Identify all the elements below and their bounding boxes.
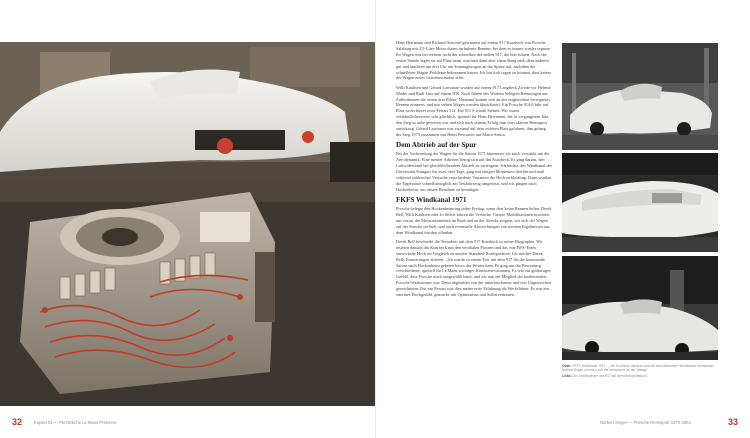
left-page-number: 32 — [12, 417, 23, 427]
section-heading-fkfs: FKFS Windkanal 1971 — [396, 196, 467, 205]
wind-tunnel-photo — [562, 153, 718, 252]
right-running-head: Norbert Singer — Porsche Rennsport 1970-2004 — [600, 420, 691, 425]
spine-gutter — [375, 0, 376, 438]
wind-tunnel-photo-top — [562, 43, 718, 150]
section1-paragraph-1: Bei der Vorbereitung der Wagen für die Saison 1971 kümmerte ich mich verstärkt um die Aerodynamik. Eine meiner Arbeiten bezog sich auf das Kurzheck. Es ging darum, den Luftwiderstand bei gleichbleibendem Abtrieb zu verringern. Ich buchte den Windkanal der Universität Stuttgart für zwei, drei Tage, ging mit einigen Monteuren dorthin und maß während zahlreicher Versuche verschiedene Varianten der Heckverkleidung. Dann wurden die Ergebnisse schnellstmöglich am Testfahrzeug umgesetzt, und wir gingen nach Hockenheim, um unsere Resultate zu bestätigen. — [396, 151, 552, 192]
caption-label-bottom: Links: — [562, 374, 572, 379]
engine-photo-illustration — [0, 42, 375, 406]
section2-paragraph-2: Derek Bell beschreibt die Testarbeit mit dem 917 Kurzheck in seiner Biographie. Wir testeten damals das Kurzheck mit den vertikalen Flossen und das von JWA-Team entwickelte Heck im Vergleich zu unserer Standard-Konfiguration. Ich möchte Derek Bells Erinnerungen zitieren: „Ich wurde zu einem Test mit dem 917 für die kommende Saison nach Hockenheim gebeten bevor der Winter kam. Es ging um die Bewertung verschiedener, speziell für Le Mans wichtiger Karosserievarianten. Es war ein großartiges Gefühl, dass Porsche mich ausgewählt hatte, und ich nun ein Mitglied des bedeutenden Porsche-Werksteams war. Denn abgesehen von der unterbrochenen und von Ungewissheit gezeichneten Zeit mit Ferrari war dies meine erste Erfahrung als Werksfahrer. Es war ein enormes Hochgefühl, gemischt mit Optimismus und Selbstvertrauen. — [396, 238, 552, 298]
caption-label-top: Oben: — [562, 364, 572, 368]
wind-tunnel-photo-bottom — [562, 256, 718, 360]
left-running-head: Kapitel 01 — Persönliche Le Mans Premiere — [34, 420, 117, 425]
caption-top — [562, 364, 718, 373]
intro-paragraph-2: Willi Kauhsen und Gérard Larrousse wurden auf einem 917 Langheck Zweite vor Helmut Marko und Rudi Lins auf einem 908. Nach Jahren des Wartens belegten Rennwagen aus Zuffenhausen die ersten drei Plätze. Niemand konnte sich an ein vergleichbar verregnetes Rennen erinnern, und nur sieben Wagen wurden klassifiziert. Ein Porsche 914/6 fuhr auf Platz sechs hinter zwei Ferrari 512. Ein 911 S wurde Siebter. Wir waren verständlicherweise sehr glücklich, speziell für Hans Herrmann, der in vergangenen Jahr den Sieg so nahe gewesen war und sich nach seinem Erfolg nun vom aktiven Rennsport zurückzog. Gérard Larrousse war zweimal auf dem zweiten Platz gefahren, ihm gelang der Sieg 1973 zusammen mit Henri Pescarolo auf Matra-Simca. — [396, 84, 551, 137]
caption-bottom — [562, 374, 718, 378]
racing-car-photo — [562, 43, 718, 150]
left-page-photo — [0, 42, 375, 406]
tunnel-measurement-photo — [562, 256, 718, 360]
caption-text-bottom: Der Zwölfzylinder des 917 auf dem Motorprüfstand. — [572, 374, 648, 379]
right-page-number: 33 — [728, 417, 739, 427]
photo-caption — [562, 364, 718, 380]
section-heading-abtrieb: Dem Abtrieb auf der Spur — [396, 141, 477, 150]
wind-tunnel-photo-middle — [562, 153, 718, 252]
intro-paragraph-1: Hans Herrmann und Richard Attwood gewannen auf einem 917 Kurzheck von Porsche Salzburg mit 4,5-Liter-Motor dieses turbulente Rennen, bei dem es immer wieder regnete. Ihr Wagen war bei weitem nicht der schnellste der sieben 917, die hier fuhren. Nach der ersten Stunde lagen sie auf Platz neun, machten dann aber einen Rang nach dem anderen gut und tauchten um drei Uhr am Sonntagmorgen an der Spitze auf, nachdem die schnelleren Wagen Probleme bekommen hatten. Ich bin froh sagen zu können, dass keiner der Wagen einen Getriebeschaden erlitt. — [396, 40, 552, 81]
section2-paragraph-1: Porsche belegte den Hockenheimring jeden Freitag, wenn dort keine Rennen liefen. Derek Bell, Willi Kauhsen oder Jo Siffert fuhren die Versuche. Unsere Modifikationen brachten uns voran, die Messinstrumente an Bord und an der Strecke zeigten, wie sich der Wagen auf der Strecke verhielt, und auch eventuelle Abweichungen von meinen Ergebnissen aus dem Windkanal wurden offenbar. — [396, 206, 552, 235]
caption-text-top: FKFS Windkanal 1971 — die Kurzheck-Variante wird mit verschiedenen Heckflossen vermessen; Norbert Singer (rechts) prüft die Messwerte an der Waage. — [562, 364, 715, 373]
article-text-column — [396, 40, 552, 410]
